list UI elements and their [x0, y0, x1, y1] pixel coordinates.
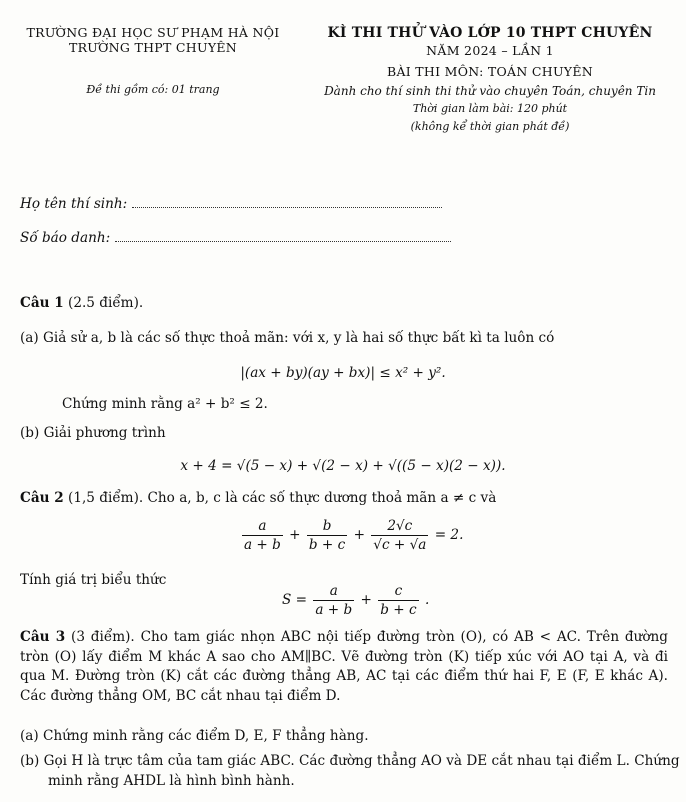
- page-count-note: Đề thi gồm có: 01 trang: [86, 83, 220, 96]
- q2-heading: [20, 490, 496, 506]
- q3-text: Cho tam giác nhọn ABC nội tiếp đường tròn (O), có AB < AC. Trên đường tròn (O) lấy điểm M khác A sao cho AM∥BC. Vẽ đường tròn (K) tiếp xúc với AO tại A, và đi qua M. Đường tròn (K) cắt các đường thẳng AB, AC tại các điểm thứ hai F, E (F, E khác A). Các đường thẳng OM, BC cắt nhau tại điểm D.: [20, 629, 669, 704]
- q1b-text: Giải phương trình: [43, 425, 166, 441]
- q3b-label: (b): [20, 753, 40, 769]
- candidate-name-label: Họ tên thí sinh:: [20, 196, 128, 212]
- q2-title: Câu 2: [20, 490, 64, 506]
- exam-audience: Dành cho thí sinh thi thử vào chuyên Toán, chuyên Tin: [324, 84, 656, 98]
- q2-s-frac-2: $\frac{c}{b + c}$: [380, 583, 417, 618]
- q3-points: (3 điểm).: [71, 629, 135, 645]
- exam-year: NĂM 2024 – LẦN 1: [426, 43, 554, 58]
- q2-s-lhs: S =: [282, 592, 308, 608]
- q1a-text: Giả sử a, b là các số thực thoả mãn: với x, y là hai số thực bất kì ta luôn có: [43, 330, 555, 346]
- q3a-row: [20, 728, 369, 744]
- q2-task: Tính giá trị biểu thức: [20, 572, 167, 588]
- school-name: TRƯỜNG ĐẠI HỌC SƯ PHẠM HÀ NỘI: [26, 25, 280, 40]
- q2-eq-frac-3: $\frac{2√c}{√c + √a}$: [373, 518, 427, 553]
- q3b-text: Gọi H là trực tâm của tam giác ABC. Các đường thẳng AO và DE cắt nhau tại điểm L. Chứng minh rằng AHDL là hình bình hành.: [43, 753, 680, 789]
- q1b-label: (b): [20, 425, 40, 441]
- q3b-row: [20, 752, 686, 791]
- exam-subject: BÀI THI MÔN: TOÁN CHUYÊN: [386, 64, 594, 79]
- exam-title: KÌ THI THỬ VÀO LỚP 10 THPT CHUYÊN: [327, 25, 653, 41]
- candidate-id-label: Số báo danh:: [20, 230, 111, 246]
- q2-eq-rhs: = 2.: [434, 527, 464, 543]
- q2-points: (1,5 điểm).: [68, 490, 144, 506]
- q1-heading: [20, 295, 143, 311]
- q2-equation: $\frac{a}{a + b}$ + $\frac{b}{b + c}$ + $\frac{2√c}{√c + √a}$ = 2.: [244, 518, 464, 553]
- q3-title: Câu 3: [20, 629, 66, 645]
- q3a-label: (a): [20, 728, 39, 744]
- candidate-name-row: [20, 196, 442, 212]
- q3a-text: Chứng minh rằng các điểm D, E, F thẳng hàng.: [43, 728, 369, 744]
- time-note: (không kể thời gian phát đề): [410, 120, 570, 133]
- q3-block: [20, 628, 668, 706]
- q2-s-frac-1: $\frac{a}{a + b}$: [315, 583, 353, 618]
- q1a-label: (a): [20, 330, 39, 346]
- q2-eq-frac-1: $\frac{a}{a + b}$: [244, 518, 281, 553]
- candidate-id-row: [20, 230, 451, 246]
- q1b-row: [20, 425, 166, 441]
- q2-eq-frac-2: $\frac{b}{b + c}$: [308, 518, 346, 553]
- q1b-formula: x + 4 = √(5 − x) + √(2 − x) + √((5 − x)(2 − x)).: [180, 458, 506, 474]
- school-subname: TRƯỜNG THPT CHUYÊN: [68, 40, 238, 55]
- q2-intro: Cho a, b, c là các số thực dương thoả mãn a ≠ c và: [147, 490, 497, 506]
- q2-s-expression: S = $\frac{a}{a + b}$ + $\frac{c}{b + c}$ .: [282, 583, 430, 618]
- q1a-formula: |(ax + by)(ay + bx)| ≤ x² + y².: [240, 365, 446, 381]
- q1a-row: [20, 330, 554, 346]
- q1a-prove: Chứng minh rằng a² + b² ≤ 2.: [62, 396, 268, 412]
- candidate-name-blank[interactable]: [132, 197, 442, 208]
- q1-title: Câu 1: [20, 295, 64, 311]
- time-limit: Thời gian làm bài: 120 phút: [412, 102, 568, 115]
- candidate-id-blank[interactable]: [115, 231, 451, 242]
- q1-points: (2.5 điểm).: [68, 295, 144, 311]
